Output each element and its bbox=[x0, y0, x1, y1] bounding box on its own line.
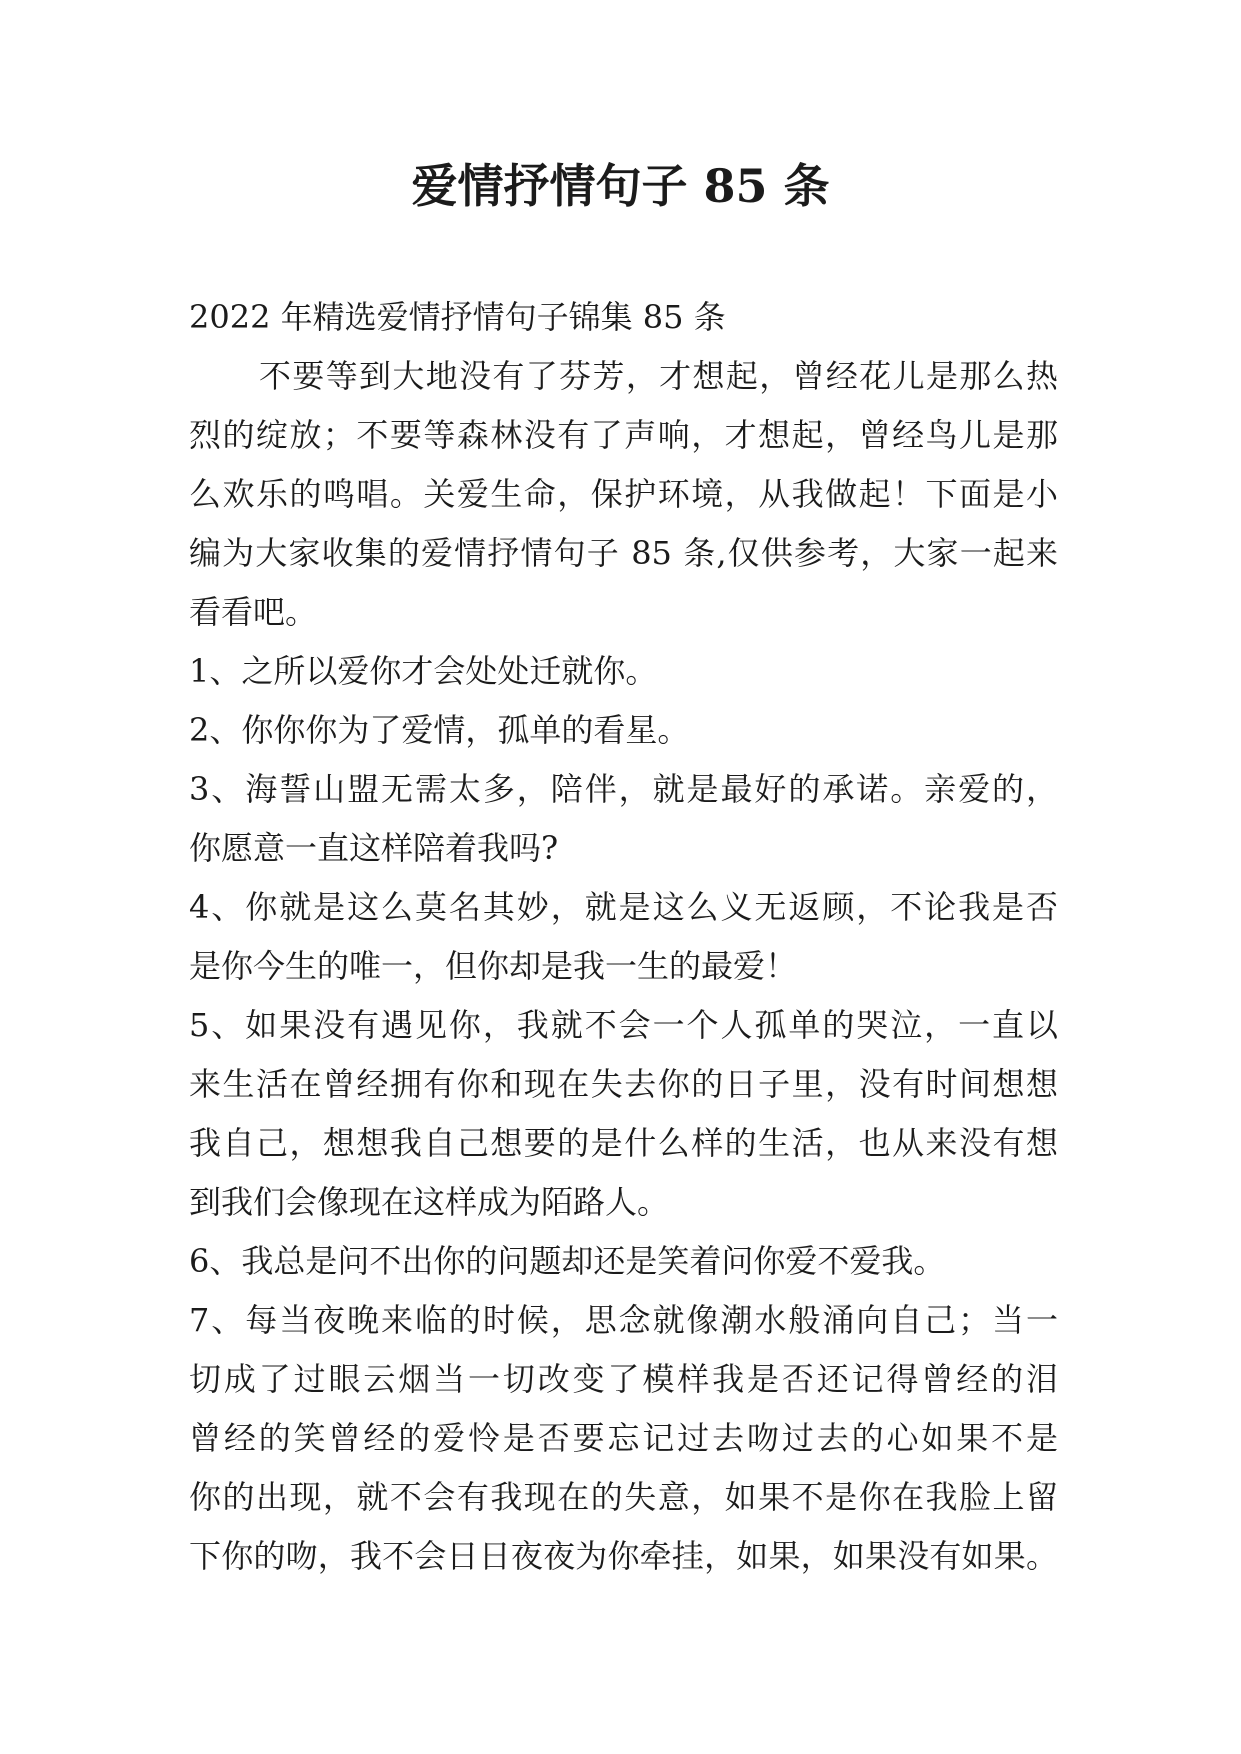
list-item bbox=[189, 996, 1058, 1232]
list-item-line: 是你今生的唯一，但你却是我一生的最爱！ bbox=[189, 947, 798, 985]
list-item-line: 到我们会像现在这样成为陌路人。 bbox=[189, 1183, 670, 1221]
subtitle: 2022 年精选爱情抒情句子锦集 85 条 bbox=[189, 298, 726, 336]
list-item-line: 下你的吻，我不会日日夜夜为你牵挂，如果，如果没有如果。 bbox=[189, 1537, 1058, 1575]
list-item-line: 我自己，想想我自己想要的是什么样的生活，也从来没有想 bbox=[189, 1124, 1058, 1162]
list-item-line: 4、你就是这么莫名其妙，就是这么义无返顾，不论我是否 bbox=[189, 888, 1058, 926]
list-item-line: 你的出现，就不会有我现在的失意，如果不是你在我脸上留 bbox=[189, 1478, 1058, 1516]
list-item-line: 你愿意一直这样陪着我吗? bbox=[189, 829, 559, 867]
list-item-line: 曾经的笑曾经的爱怜是否要忘记过去吻过去的心如果不是 bbox=[189, 1419, 1058, 1457]
intro-line: 么欢乐的鸣唱。关爱生命，保护环境，从我做起！下面是小 bbox=[189, 475, 1058, 513]
list-item-line: 2、你你你为了爱情，孤单的看星。 bbox=[189, 711, 690, 749]
list-item-line: 7、每当夜晚来临的时候，思念就像潮水般涌向自己；当一 bbox=[189, 1301, 1058, 1339]
document-body bbox=[189, 288, 1058, 1586]
intro-line: 烈的绽放；不要等森林没有了声响，才想起，曾经鸟儿是那 bbox=[189, 416, 1058, 454]
list-item bbox=[189, 1291, 1058, 1586]
list-item-line: 1、之所以爱你才会处处迁就你。 bbox=[189, 652, 658, 690]
list-item-line: 切成了过眼云烟当一切改变了模样我是否还记得曾经的泪 bbox=[189, 1360, 1058, 1398]
list-item-line: 来生活在曾经拥有你和现在失去你的日子里，没有时间想想 bbox=[189, 1065, 1058, 1103]
list-item bbox=[189, 701, 1058, 760]
list-item-line: 5、如果没有遇见你，我就不会一个人孤单的哭泣，一直以 bbox=[189, 1006, 1058, 1044]
list-item-line: 3、海誓山盟无需太多，陪伴，就是最好的承诺。亲爱的， bbox=[189, 770, 1058, 808]
list-item bbox=[189, 1232, 1058, 1291]
list-item bbox=[189, 760, 1058, 878]
intro-paragraph bbox=[189, 347, 1058, 642]
list-item-line: 6、我总是问不出你的问题却还是笑着问你爱不爱我。 bbox=[189, 1242, 946, 1280]
list-item bbox=[189, 878, 1058, 996]
page-title: 爱情抒情句子 85 条 bbox=[411, 159, 830, 213]
intro-line: 编为大家收集的爱情抒情句子 85 条,仅供参考，大家一起来 bbox=[189, 534, 1058, 572]
intro-line: 不要等到大地没有了芬芳，才想起，曾经花儿是那么热 bbox=[259, 357, 1058, 395]
intro-line: 看看吧。 bbox=[189, 593, 318, 631]
list-item bbox=[189, 642, 1058, 701]
